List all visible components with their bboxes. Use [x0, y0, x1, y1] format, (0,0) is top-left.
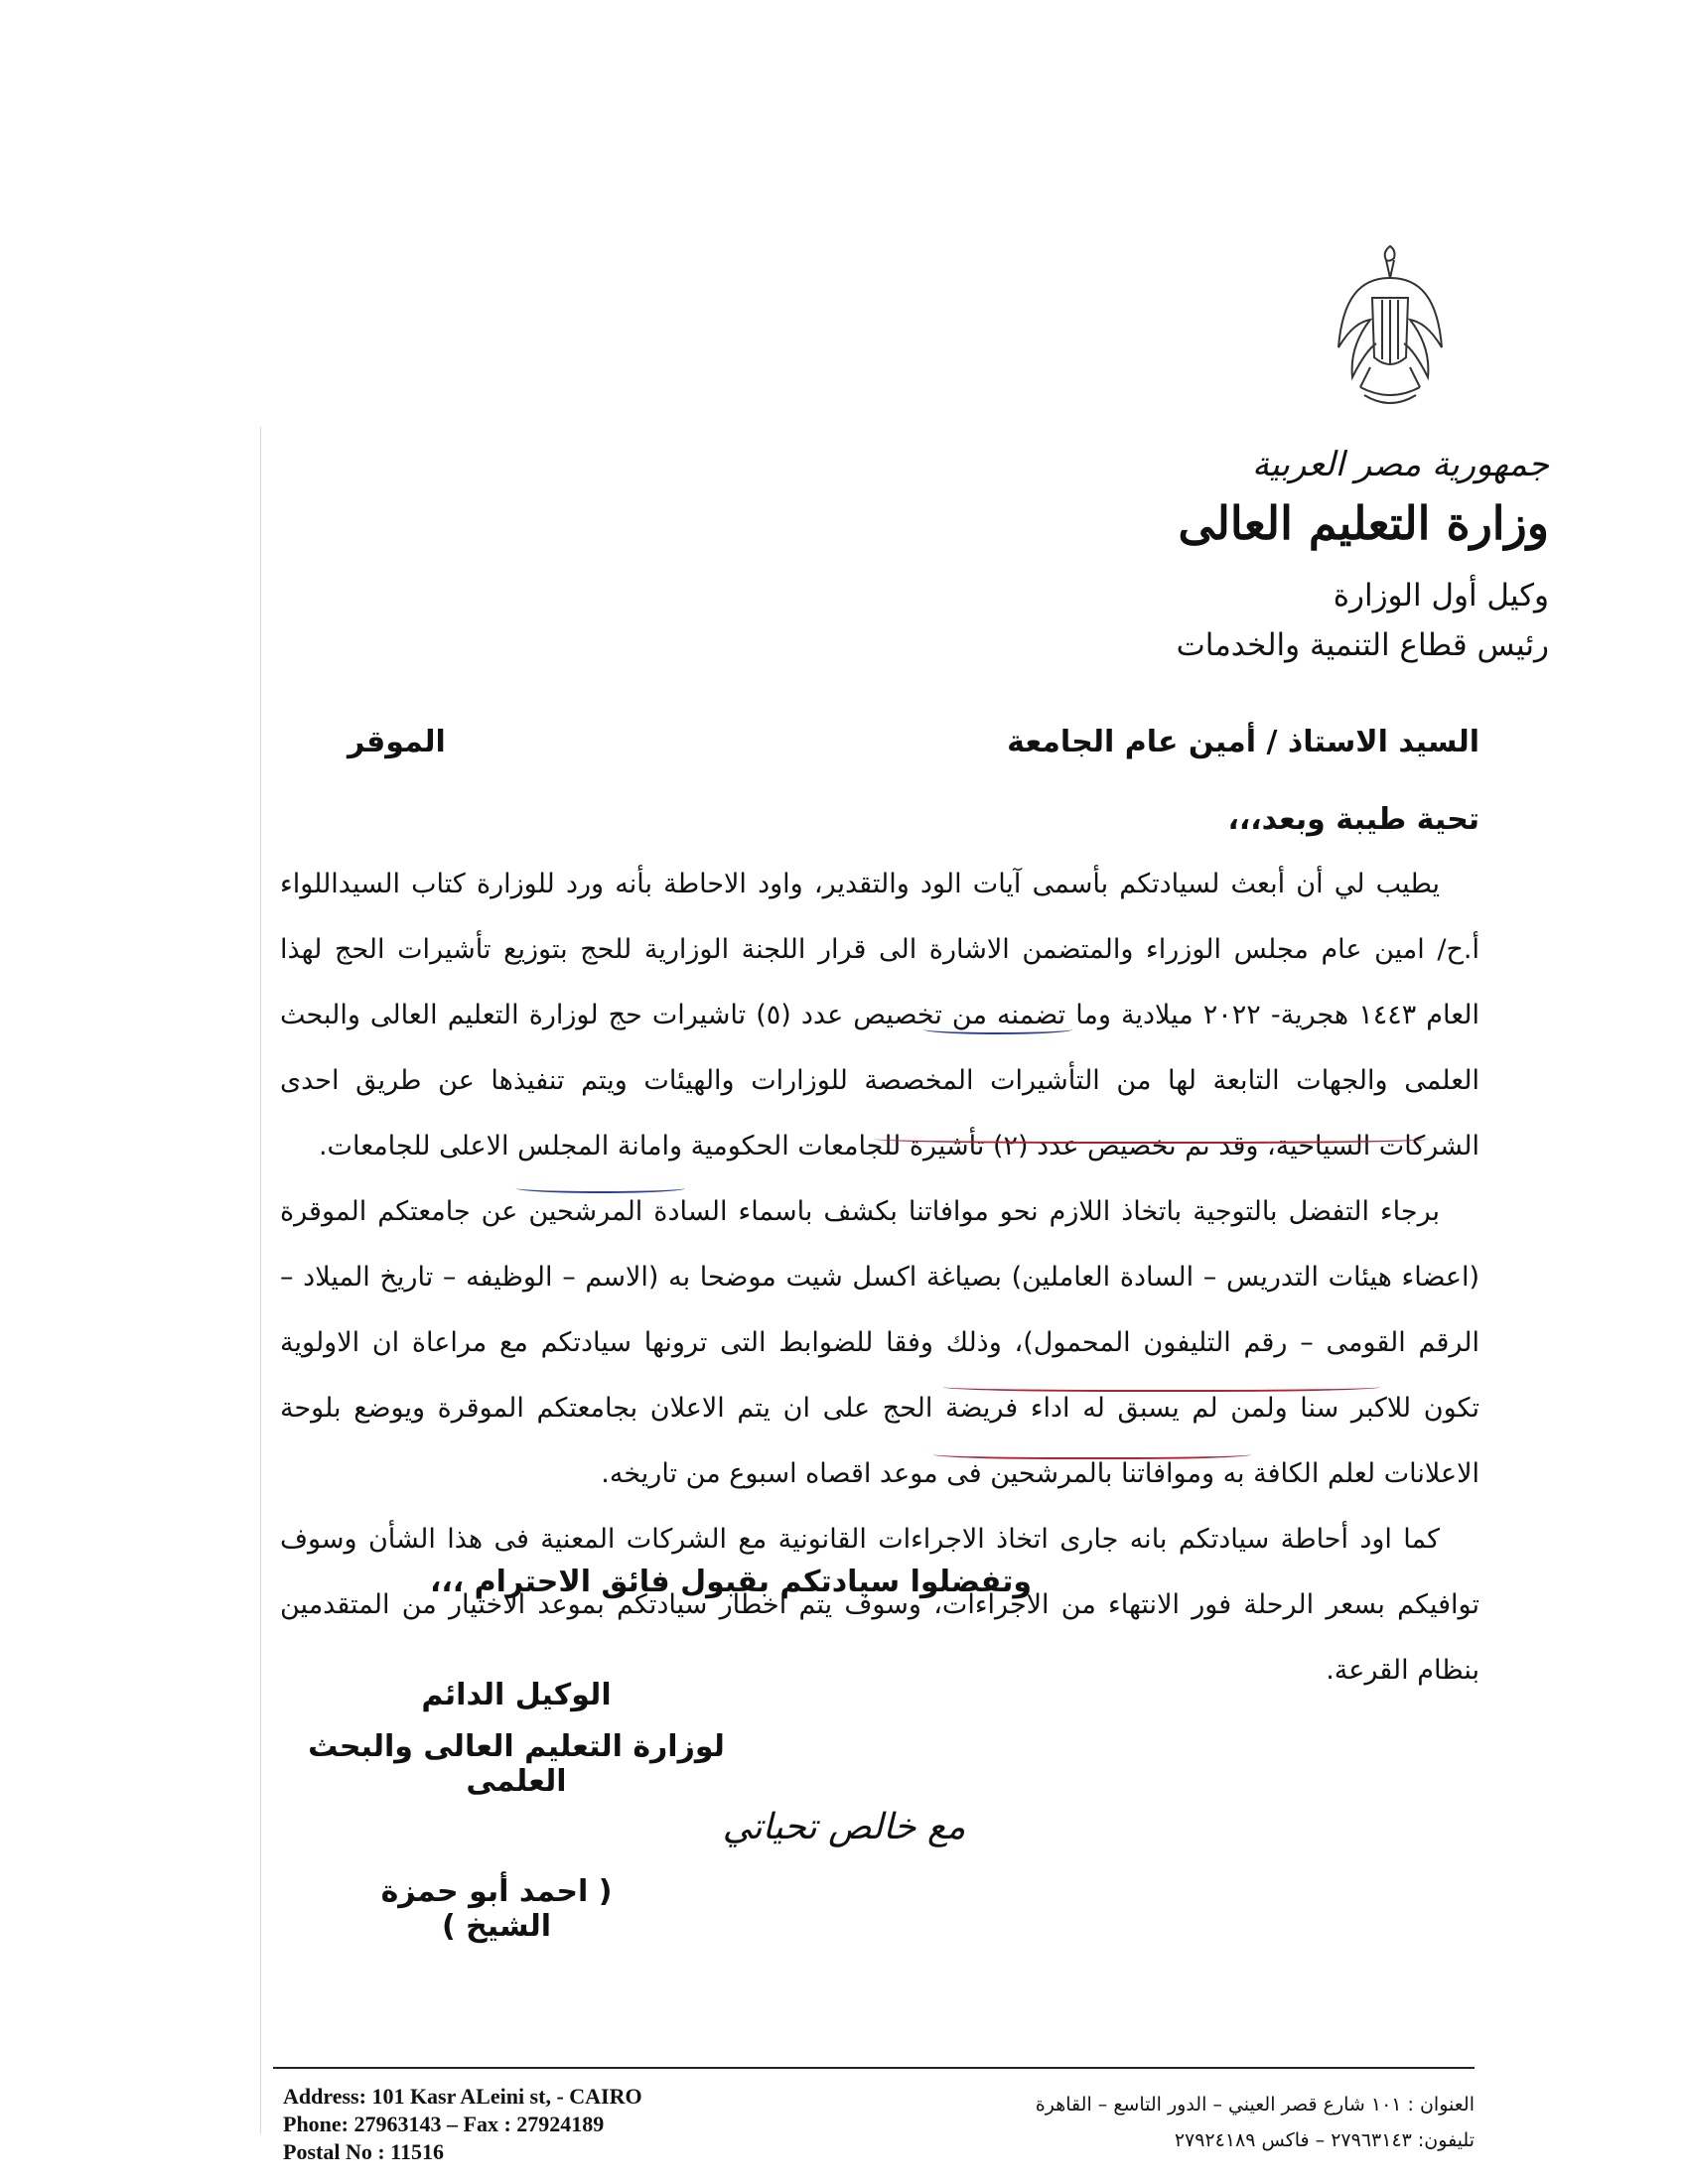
pen-underline-red: [874, 1132, 1430, 1144]
body-paragraph-1: يطيب لي أن أبعث لسيادتكم بأسمى آيات الود والتقدير، واود الاحاطة بأنه ورد للوزارة كتاب السيداللواء أ.ح/ امين عام مجلس الوزراء والمتضمن الاشارة الى قرار اللجنة الوزارية للحج بتوزيع تأشيرات الحج لهذا العام ١٤٤٣ هجرية- ٢٠٢٢ ميلادية وما تضمنه من تخصيص عدد (٥) تاشيرات حج لوزارة التعليم العالى والبحث العلمى والجهات التابعة لها من التأشيرات المخصصة للوزارات والهيئات ويتم تنفيذها عن طريق احدى الشركات السياحية، وقد تم تخصيص عدد (٢) تأشيرة للجامعات الحكومية وامانة المجلس الاعلى للجامعات.: [280, 869, 1480, 1161]
footer-address-en: Address: 101 Kasr ALeini st, - CAIRO: [283, 2084, 642, 2109]
footer-arabic: [1036, 2087, 1475, 2158]
handwritten-regards: مع خالص تحياتي: [722, 1807, 966, 1847]
sector-title: رئيس قطاع التنمية والخدمات: [1176, 627, 1549, 663]
pen-underline-blue-2: [516, 1183, 685, 1193]
footer-phone-en: Phone: 27963143 – Fax : 27924189: [283, 2112, 605, 2136]
addressee-line: [348, 725, 1479, 759]
footer-address-ar: العنوان : ١٠١ شارع قصر العيني – الدور التاسع – القاهرة: [1035, 2094, 1475, 2116]
signer-ministry: لوزارة التعليم العالى والبحث العلمى: [308, 1729, 725, 1799]
ministry-name: وزارة التعليم العالى: [1178, 496, 1549, 550]
signer-title: الوكيل الدائم: [421, 1678, 612, 1712]
pen-underline-red-3: [933, 1447, 1251, 1459]
republic-name: جمهورية مصر العربية: [1251, 445, 1549, 484]
closing-salutation: وتفضلوا سيادتكم بقبول فائق الاحترام ،،،: [429, 1565, 1033, 1599]
addressee-honorific: الموقر: [348, 725, 446, 759]
eagle-emblem-icon: [1331, 238, 1450, 417]
pen-underline-red-2: [943, 1380, 1380, 1392]
greeting: تحية طيبة وبعد،،،: [1227, 802, 1479, 837]
footer-english: [283, 2083, 642, 2166]
footer-divider: [273, 2067, 1475, 2069]
body-paragraph-3: كما اود أحاطة سيادتكم بانه جارى اتخاذ الاجراءات القانونية مع الشركات المعنية فى هذا الشأن وسوف توافيكم بسعر الرحلة فور الانتهاء من الاجراءات، وسوف يتم اخطار سيادتكم بموعد الاختيار من المتقدمين بنظام القرعة.: [280, 1524, 1479, 1686]
signer-name: ( احمد أبو حمزة الشيخ ): [380, 1874, 613, 1944]
body-paragraph-2: برجاء التفضل بالتوجية باتخاذ اللازم نحو موافاتنا بكشف باسماء السادة المرشحين عن جامعتكم الموقرة (اعضاء هيئات التدريس – السادة العاملين) بصياغة اكسل شيت موضحا به (الاسم – الوظيفه – تاريخ الميلاد – الرقم القومى – رقم التليفون المحمول)، وذلك وفقا للضوابط التى ترونها سيادتكم مع مراعاة ان الاولوية تكون للاكبر سنا ولمن لم يسبق له اداء فريضة الحج على ان يتم الاعلان بجامعتكم الموقرة ويوضع بلوحة الاعلانات لعلم الكافة به وموافاتنا بالمرشحين فى موعد اقصاه اسبوع من تاريخه.: [280, 1196, 1479, 1489]
pen-underline-blue: [923, 1024, 1072, 1034]
footer-postal-en: Postal No : 11516: [283, 2139, 444, 2164]
footer-phone-ar: تليفون: ٢٧٩٦٣١٤٣ – فاكس ٢٧٩٢٤١٨٩: [1174, 2129, 1475, 2151]
deputy-title: وكيل أول الوزارة: [1333, 578, 1549, 614]
scan-edge-line: [260, 427, 261, 2134]
addressee-title: السيد الاستاذ / أمين عام الجامعة: [1007, 725, 1479, 759]
